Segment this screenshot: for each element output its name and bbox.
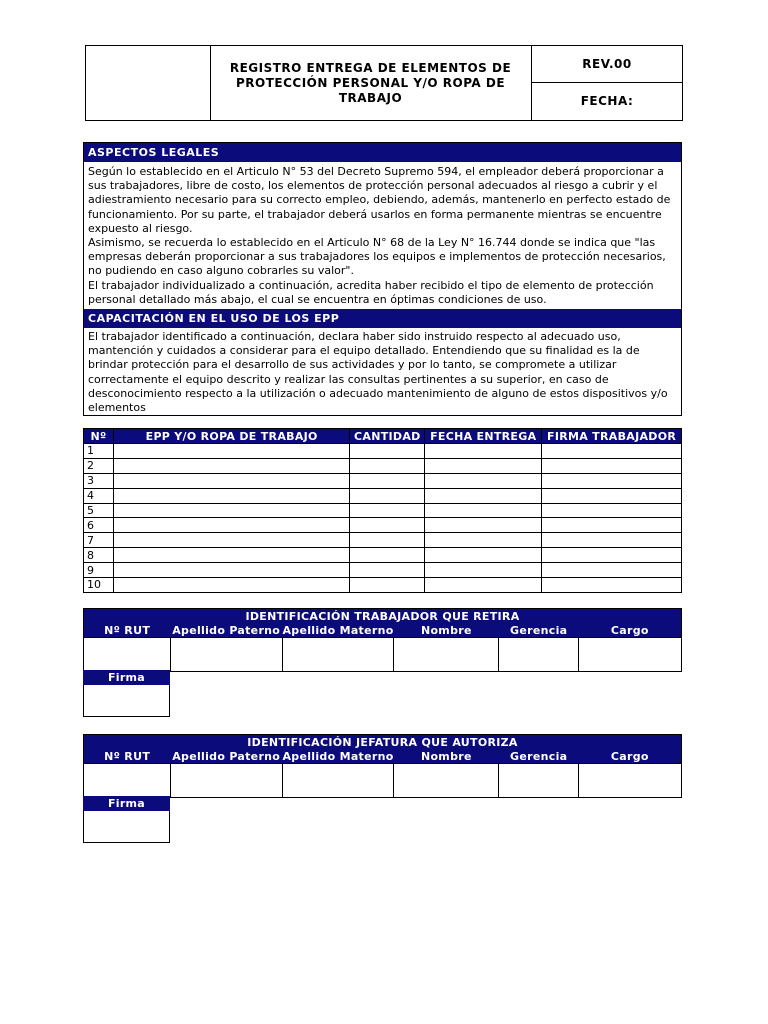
epp-row [84, 533, 682, 548]
worker-col-cargo: Cargo [579, 623, 682, 638]
legal-paragraph-3: El trabajador individualizado a continuación, acredita haber recibido el tipo de elemento de protección personal detallado más abajo, el cual se encuentra en óptimas condiciones de uso. [88, 278, 654, 306]
worker-field-gerencia[interactable] [499, 638, 579, 672]
row-epp[interactable] [113, 458, 349, 473]
document-header [85, 45, 683, 121]
supervisor-field-nombre[interactable] [394, 764, 499, 798]
row-fecha-entrega[interactable] [425, 578, 542, 593]
supervisor-signature [83, 796, 170, 843]
col-fecha-entrega: FECHA ENTREGA [425, 429, 542, 444]
worker-title: IDENTIFICACIÓN TRABAJADOR QUE RETIRA [84, 609, 682, 624]
worker-signature-label: Firma [83, 670, 170, 685]
row-fecha-entrega[interactable] [425, 563, 542, 578]
row-epp[interactable] [113, 578, 349, 593]
row-cantidad[interactable] [350, 563, 425, 578]
supervisor-col-nombre: Nombre [394, 749, 499, 764]
supervisor-field-gerencia[interactable] [499, 764, 579, 798]
worker-col-apellido-materno: Apellido Materno [282, 623, 394, 637]
worker-col-nombre: Nombre [394, 623, 499, 638]
supervisor-signature-field[interactable] [83, 811, 170, 843]
row-firma[interactable] [542, 548, 682, 563]
epp-row [84, 548, 682, 563]
row-epp[interactable] [113, 563, 349, 578]
row-cantidad[interactable] [350, 518, 425, 533]
supervisor-col-cargo: Cargo [579, 749, 682, 764]
row-number: 6 [84, 518, 114, 533]
row-epp[interactable] [113, 518, 349, 533]
supervisor-signature-label: Firma [83, 796, 170, 811]
row-number: 1 [84, 444, 114, 459]
worker-field-rut[interactable] [84, 638, 171, 672]
row-firma[interactable] [542, 488, 682, 503]
supervisor-field-cargo[interactable] [579, 764, 682, 798]
row-number: 7 [84, 533, 114, 548]
row-number: 8 [84, 548, 114, 563]
supervisor-col-gerencia: Gerencia [499, 749, 579, 764]
epp-row [84, 518, 682, 533]
training-heading: CAPACITACIÓN EN EL USO DE LOS EPP [84, 309, 681, 328]
row-epp[interactable] [113, 548, 349, 563]
col-cantidad: CANTIDAD [350, 429, 425, 444]
row-firma[interactable] [542, 458, 682, 473]
row-cantidad[interactable] [350, 533, 425, 548]
row-fecha-entrega[interactable] [425, 444, 542, 459]
epp-row [84, 458, 682, 473]
epp-row [84, 488, 682, 503]
row-fecha-entrega[interactable] [425, 533, 542, 548]
row-cantidad[interactable] [350, 503, 425, 518]
epp-row [84, 444, 682, 459]
row-fecha-entrega[interactable] [425, 518, 542, 533]
epp-row [84, 578, 682, 593]
row-firma[interactable] [542, 518, 682, 533]
col-firma-trabajador: FIRMA TRABAJADOR [542, 429, 682, 444]
logo-placeholder [86, 46, 211, 120]
legal-paragraph-2: Asimismo, se recuerda lo establecido en el Articulo N° 68 de la Ley N° 16.744 donde se indica que "las empresas deberán proporcionar a sus trabajadores los equipos e implementos de protección necesarios, no pudiendo en caso alguno cobrarles su valor". [88, 236, 666, 278]
date-label: FECHA: [580, 94, 634, 108]
row-cantidad[interactable] [350, 488, 425, 503]
legal-section [83, 142, 682, 416]
supervisor-table [83, 734, 682, 798]
row-fecha-entrega[interactable] [425, 503, 542, 518]
supervisor-identification [83, 734, 682, 810]
worker-identification [83, 608, 682, 684]
row-firma[interactable] [542, 444, 682, 459]
legal-paragraph-1: Según lo establecido en el Articulo N° 53 del Decreto Supremo 594, el empleador deberá proporcionar a sus trabajadores, libre de costo, los elementos de protección personal adecuados al riesgo a cubrir y el adiestramiento necesario para su correcto empleo, debiendo, además, mantenerlo en perfecto estado de funcionamiento. Por su parte, el trabajador deberá usarlos en forma permanente mientras se encuentre expuesto al riesgo. [88, 165, 671, 235]
supervisor-col-apellido-paterno: Apellido Paterno [172, 749, 281, 763]
worker-signature-field[interactable] [83, 685, 170, 717]
supervisor-col-apellido-materno: Apellido Materno [282, 749, 394, 763]
row-epp[interactable] [113, 444, 349, 459]
row-epp[interactable] [113, 533, 349, 548]
row-number: 10 [84, 578, 114, 593]
worker-table [83, 608, 682, 672]
row-number: 4 [84, 488, 114, 503]
supervisor-title: IDENTIFICACIÓN JEFATURA QUE AUTORIZA [84, 735, 682, 750]
row-epp[interactable] [113, 503, 349, 518]
row-cantidad[interactable] [350, 548, 425, 563]
row-number: 3 [84, 473, 114, 488]
supervisor-field-apellido-materno[interactable] [282, 764, 394, 798]
worker-signature [83, 670, 170, 717]
row-cantidad[interactable] [350, 473, 425, 488]
row-fecha-entrega[interactable] [425, 458, 542, 473]
col-number: Nº [84, 429, 114, 444]
row-fecha-entrega[interactable] [425, 473, 542, 488]
revision-label: REV.00 [532, 46, 682, 83]
row-firma[interactable] [542, 563, 682, 578]
worker-field-cargo[interactable] [579, 638, 682, 672]
worker-col-apellido-paterno: Apellido Paterno [172, 623, 281, 637]
row-number: 2 [84, 458, 114, 473]
supervisor-field-rut[interactable] [84, 764, 171, 798]
row-epp[interactable] [113, 488, 349, 503]
row-firma[interactable] [542, 473, 682, 488]
worker-field-apellido-materno[interactable] [282, 638, 394, 672]
epp-table [83, 428, 682, 593]
row-fecha-entrega[interactable] [425, 548, 542, 563]
epp-table-header [84, 429, 682, 444]
row-number: 5 [84, 503, 114, 518]
row-cantidad[interactable] [350, 444, 425, 459]
legal-text [88, 165, 680, 307]
document-title: REGISTRO ENTREGA DE ELEMENTOS DE PROTECCIÓN PERSONAL Y/O ROPA DE TRABAJO [210, 46, 532, 120]
worker-col-gerencia: Gerencia [499, 623, 579, 638]
supervisor-col-rut: Nº RUT [84, 749, 171, 764]
epp-row [84, 473, 682, 488]
training-text: El trabajador identificado a continuación, declara haber sido instruido respecto al adecuado uso, mantención y cuidados a considerar para el equipo detallado. Entendiendo que su finalidad es la de brindar protección para el desarrollo de sus actividades y por lo tanto, se compromete a utilizar correctamente el equipo descrito y realizar las consultas pertinentes a su superior, en caso de desconocimiento respecto a la utilización o adecuado mantenimiento de alguno de estos dispositivos y/o elementos [88, 330, 668, 415]
row-firma[interactable] [542, 503, 682, 518]
row-cantidad[interactable] [350, 458, 425, 473]
supervisor-field-apellido-paterno[interactable] [170, 764, 282, 798]
row-cantidad[interactable] [350, 578, 425, 593]
epp-row [84, 503, 682, 518]
row-number: 9 [84, 563, 114, 578]
worker-field-nombre[interactable] [394, 638, 499, 672]
row-firma[interactable] [542, 533, 682, 548]
row-fecha-entrega[interactable] [425, 488, 542, 503]
worker-field-apellido-paterno[interactable] [170, 638, 282, 672]
row-firma[interactable] [542, 578, 682, 593]
col-epp: EPP Y/O ROPA DE TRABAJO [113, 429, 349, 444]
epp-row [84, 563, 682, 578]
worker-col-rut: Nº RUT [84, 623, 171, 638]
row-epp[interactable] [113, 473, 349, 488]
legal-heading: ASPECTOS LEGALES [84, 143, 681, 162]
